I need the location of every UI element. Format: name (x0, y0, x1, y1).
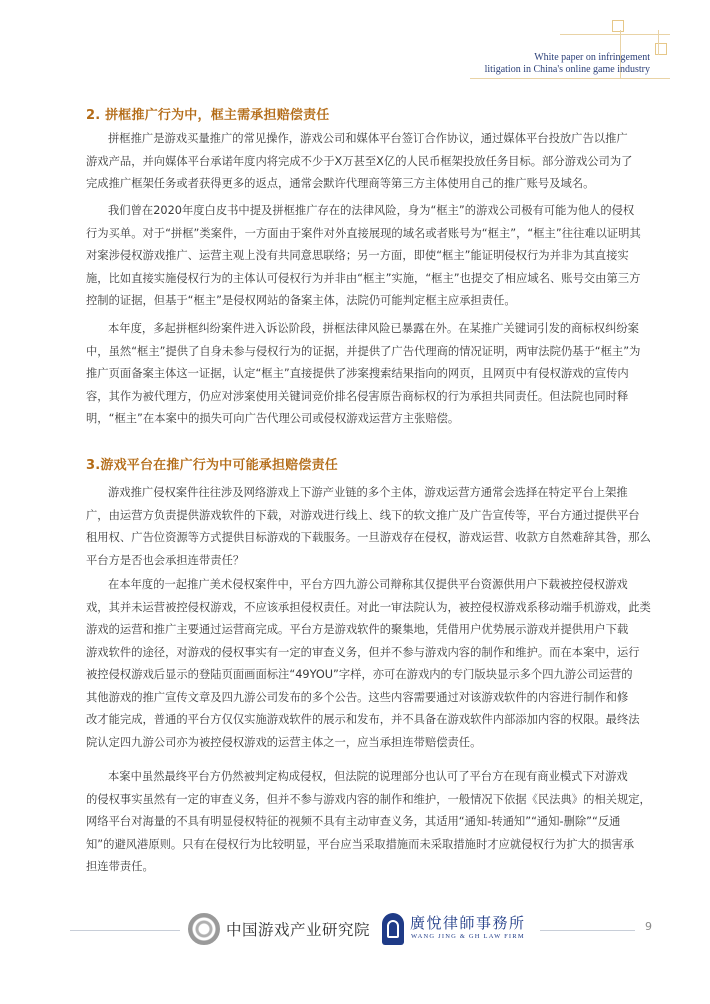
paragraph-line: 游戏推广侵权案件往往涉及网络游戏上下游产业链的多个主体，游戏运营方通常会选择在特定平台上架推 (108, 486, 628, 499)
header-title-line: White paper on infringement (534, 52, 650, 63)
paragraph-line: 本案中虽然最终平台方仍然被判定构成侵权，但法院的说理部分也认可了平台方在现有商业模式下对游戏 (108, 770, 628, 783)
paragraph-line: 明，“框主”在本案中的损失可向广告代理公司或侵权游戏运营方主张赔偿。 (86, 412, 460, 425)
paragraph-line: 游戏产品，并向媒体平台承诺年度内将完成不少于X万甚至X亿的人民币框架投放任务目标。部分游戏公司为了 (86, 154, 633, 168)
header-title-line: litigation in China's online game industry (484, 64, 650, 75)
header-rule (470, 78, 670, 79)
header-rule (658, 30, 659, 55)
paragraph-line: 施，比如直接实施侵权行为的主体认可侵权行为并非由“框主”实施，“框主”也提交了相应域名、账号交由第三方 (86, 271, 641, 285)
header-rule (560, 34, 670, 35)
paragraph-line: 担连带责任。 (86, 860, 154, 873)
paragraph-line: 拼框推广是游戏买量推广的常见操作，游戏公司和媒体平台签订合作协议，通过媒体平台投放广告以推广 (108, 132, 628, 145)
paragraph (86, 318, 641, 431)
paragraph-line: 中，虽然“框主”提供了自身未参与侵权行为的证据，并提供了广告代理商的情况证明，两审法院仍基于“框主”为 (86, 344, 641, 358)
paragraph-line: 被控侵权游戏后显示的登陆页面画面标注“49YOU”字样，亦可在游戏内的专门版块显示多个四九游公司运营的 (86, 668, 633, 681)
paragraph-line: 行为买单。对于“拼框”类案件，一方面由于案件对外直接展现的域名或者账号为“框主”，“框主”往往难以证明其 (86, 226, 641, 240)
paragraph-line: 平台方是否也会承担连带责任？ (86, 553, 245, 567)
paragraph-line: 改才能完成，普通的平台方仅仅实施游戏软件的展示和发布，并不具备在游戏软件内部添加内容的权限。最终法 (86, 713, 640, 726)
paragraph-line: 完成推广框架任务或者获得更多的返点，通常会默许代理商等第三方主体使用自己的推广账号及域名。 (86, 177, 595, 190)
paragraph-line: 控制的证据，但基于“框主”是侵权网站的备案主体，法院仍可能判定框主应承担责任。 (86, 294, 516, 307)
paragraph-line: 在本年度的一起推广美术侵权案件中，平台方四九游公司辩称其仅提供平台资源供用户下载被控侵权游戏 (108, 578, 628, 591)
paragraph-line: 戏，其并未运营被控侵权游戏，不应该承担侵权责任。对此一审法院认为，被控侵权游戏系移动端手机游戏，此类 (86, 600, 651, 614)
paragraph-line: 其他游戏的推广宣传文章及四九游公司发布的多个公告。这些内容需要通过对该游戏软件的内容进行制作和修 (86, 690, 629, 704)
paragraph-line: 游戏的运营和推广主要通过运营商完成。平台方是游戏软件的聚集地，凭借用户优势展示游戏并提供用户下载 (86, 623, 629, 636)
header-square (612, 20, 624, 32)
paragraph (86, 128, 633, 196)
paragraph (86, 766, 651, 879)
page-number: 9 (645, 920, 652, 933)
paragraph-line: 本年度，多起拼框纠纷案件进入诉讼阶段，拼框法律风险已暴露在外。在某推广关键词引发的商标权纠纷案 (108, 322, 639, 335)
paragraph-line: 租用权、广告位资源等方式提供目标游戏的下载服务。一旦游戏存在侵权，游戏运营、收款方自然难辞其咎，那么 (86, 531, 651, 544)
paragraph-line: 院认定四九游公司亦为被控侵权游戏的运营主体之一，应当承担连带赔偿责任。 (86, 735, 482, 749)
footer-law-firm-name-en: WANG JING & GH LAW FIRM (411, 933, 525, 940)
paragraph (86, 200, 641, 313)
paragraph-line: 广，由运营方负责提供游戏软件的下载，对游戏进行线上、线下的软文推广及广告宣传等，平台方通过提供平台 (86, 508, 640, 522)
paragraph-line: 知”的避风港原则。只有在侵权行为比较明显，平台应当采取措施而未采取措施时才应就侵权行为扩大的损害承 (86, 837, 635, 851)
research-institute-logo-icon (188, 913, 220, 945)
footer-rule (70, 930, 180, 931)
paragraph-line: 对案涉侵权游戏推广、运营主观上没有共同意思联络；另一方面，即使“框主”能证明侵权行为并非为其直接实 (86, 249, 629, 262)
paragraph (86, 482, 651, 572)
law-firm-logo-icon (382, 913, 404, 945)
header-square (655, 43, 667, 55)
section-heading: 2. 拼框推广行为中，框主需承担赔偿责任 (86, 108, 330, 123)
header-title (450, 52, 650, 76)
paragraph-line: 游戏软件的途径，对游戏的侵权事实有一定的审查义务，但并不参与游戏内容的制作和维护。而在本案中，运行 (86, 645, 640, 659)
paragraph-line: 网络平台对海量的不具有明显侵权特征的视频不具有主动审查义务，其适用“通知-转通知”“通知-删除”“反通 (86, 815, 621, 828)
paragraph-line: 的侵权事实虽然有一定的审查义务，但并不参与游戏内容的制作和维护，一般情况下依据《民法典》的相关规定， (86, 792, 651, 806)
paragraph-line: 我们曾在2020年度白皮书中提及拼框推广存在的法律风险，身为“框主”的游戏公司极有可能为他人的侵权 (108, 204, 635, 217)
footer-law-firm-name: 廣悅律師事務所 (410, 914, 526, 932)
paragraph (86, 574, 651, 754)
section-heading: 3.游戏平台在推广行为中可能承担赔偿责任 (86, 458, 338, 473)
paragraph-line: 容，其作为被代理方，仍应对涉案使用关键词竞价排名侵害原告商标权的行为承担共同责任。但法院也同时释 (86, 389, 629, 403)
footer-rule (540, 930, 635, 931)
paragraph-line: 推广页面备案主体这一证据，认定“框主”直接提供了涉案搜索结果指向的网页，且网页中有侵权游戏的宣传内 (86, 367, 629, 380)
footer-org-name: 中国游戏产业研究院 (226, 921, 371, 939)
